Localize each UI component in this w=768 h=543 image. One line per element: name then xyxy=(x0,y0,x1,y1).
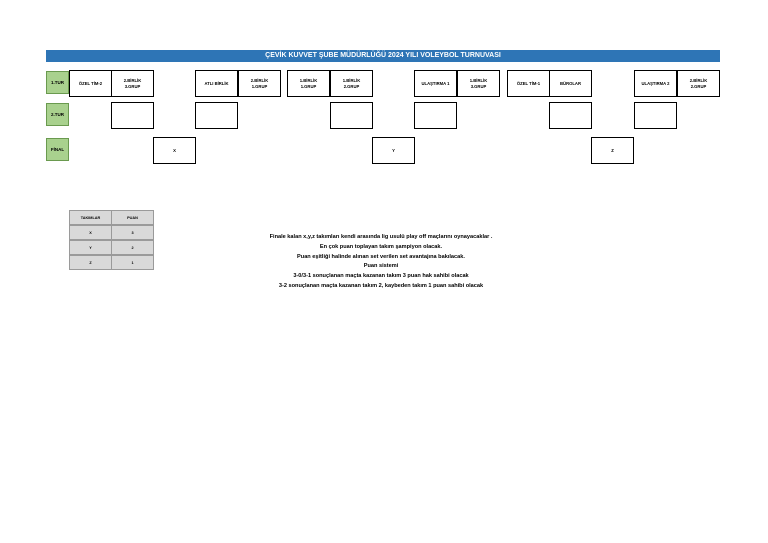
round1-team: 2.BİRLİK 3.GRUP xyxy=(111,70,154,97)
tournament-title: ÇEVİK KUVVET ŞUBE MÜDÜRLÜĞÜ 2024 YILI VOLEYBOL TURNUVASI xyxy=(46,50,720,62)
standings-points: 2 xyxy=(111,240,154,255)
standings-points: 1 xyxy=(111,255,154,270)
round2-slot xyxy=(111,102,154,129)
round1-team: ULAŞTIRMA 2 xyxy=(634,70,677,97)
finalist-y: Y xyxy=(372,137,415,164)
standings-team: X xyxy=(69,225,112,240)
standings-team: Y xyxy=(69,240,112,255)
round2-slot xyxy=(330,102,373,129)
round1-team: ATLI BİRLİK xyxy=(195,70,238,97)
round1-team: ULAŞTIRMA 1 xyxy=(414,70,457,97)
rules-notes xyxy=(196,233,566,292)
standings-points: 3 xyxy=(111,225,154,240)
note-line: 3-0/3-1 sonuçlanan maçta kazanan takım 3 puan hak sahibi olacak xyxy=(293,273,469,280)
round2-slot xyxy=(195,102,238,129)
final-label: FİNAL xyxy=(46,138,69,161)
round1-team: 2.BİRLİK 1.GRUP xyxy=(238,70,281,97)
standings-team: Z xyxy=(69,255,112,270)
finalist-x: X xyxy=(153,137,196,164)
round-1-label: 1.TUR xyxy=(46,71,69,94)
round1-team: ÖZEL TİM-1 xyxy=(507,70,550,97)
note-line: En çok puan toplayan takım şampiyon olacak. xyxy=(319,243,443,250)
round2-slot xyxy=(634,102,677,129)
round-2-label: 2.TUR xyxy=(46,103,69,126)
round1-team: 1.BİRLİK 1.GRUP xyxy=(287,70,330,97)
round2-slot xyxy=(549,102,592,129)
round2-slot xyxy=(414,102,457,129)
standings-header-points: PUAN xyxy=(111,210,154,225)
note-line: Finale kalan x,y,z takımları kendi arasında lig usulü play off maçlarını oynayacaklar . xyxy=(269,234,493,240)
note-line: Puan sistemi xyxy=(363,263,399,270)
round1-team: ÖZEL TİM-2 xyxy=(69,70,112,97)
round1-team: 2.BİRLİK 2.GRUP xyxy=(677,70,720,97)
note-line: 3-2 sonuçlanan maçta kazanan takım 2, kaybeden takım 1 puan sahibi olacak xyxy=(278,282,484,289)
round1-team: 1.BİRLİK 2.GRUP xyxy=(330,70,373,97)
round1-team: 1.BİRLİK 3.GRUP xyxy=(457,70,500,97)
finalist-z: Z xyxy=(591,137,634,164)
standings-header-teams: TAKIMLAR xyxy=(69,210,112,225)
note-line: Puan eşitliği halinde alınan set verilen set avantajına bakılacak. xyxy=(297,253,465,260)
round1-team: BÜROLAR xyxy=(549,70,592,97)
